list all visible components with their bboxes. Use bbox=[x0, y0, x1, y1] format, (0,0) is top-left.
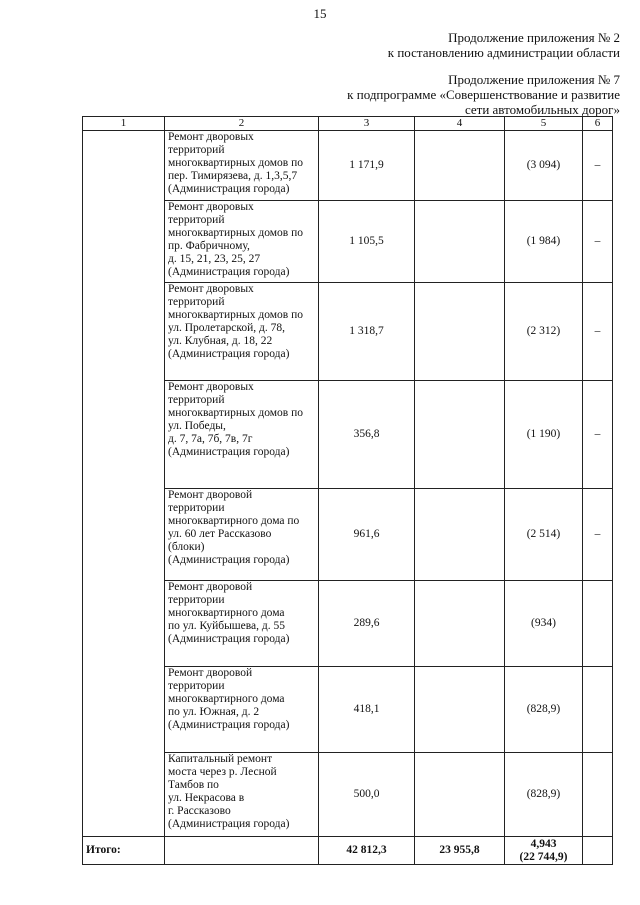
merged-empty-cell bbox=[83, 131, 165, 837]
header-appendix-2 bbox=[388, 30, 620, 60]
total-label: Итого: bbox=[83, 837, 165, 865]
row-description: Ремонт дворовой территории многоквартирного дома по ул. Южная, д. 2 (Администрация города) bbox=[165, 667, 319, 753]
total-row bbox=[83, 837, 613, 865]
row-col3: 418,1 bbox=[319, 667, 415, 753]
row-col4 bbox=[415, 581, 505, 667]
row-description: Ремонт дворовых территорий многоквартирных домов по пр. Фабричному, д. 15, 21, 23, 25, 27 (Администрация города) bbox=[165, 201, 319, 283]
row-description: Капитальный ремонт моста через р. Лесной Тамбов по ул. Некрасова в г. Рассказово (Администрация города) bbox=[165, 753, 319, 837]
row-col3: 1 105,5 bbox=[319, 201, 415, 283]
total-col6 bbox=[583, 837, 613, 865]
table-row bbox=[83, 131, 613, 201]
header-line: сети автомобильных дорог» bbox=[464, 102, 620, 117]
row-col3: 1 318,7 bbox=[319, 283, 415, 381]
column-number: 6 bbox=[583, 117, 613, 131]
header-appendix-7 bbox=[347, 72, 620, 117]
row-col4 bbox=[415, 381, 505, 489]
row-col6 bbox=[583, 667, 613, 753]
column-number: 1 bbox=[83, 117, 165, 131]
total-col4: 23 955,8 bbox=[415, 837, 505, 865]
row-description: Ремонт дворовой территории многоквартирного дома по ул. 60 лет Рассказово (блоки) (Администрация города) bbox=[165, 489, 319, 581]
row-col6: – bbox=[583, 131, 613, 201]
header-line: Продолжение приложения № 2 bbox=[448, 30, 620, 45]
row-col6: – bbox=[583, 489, 613, 581]
row-col4 bbox=[415, 753, 505, 837]
row-col6 bbox=[583, 753, 613, 837]
column-number: 2 bbox=[165, 117, 319, 131]
column-number: 3 bbox=[319, 117, 415, 131]
header-line: к постановлению администрации области bbox=[387, 45, 620, 60]
header-line: к подпрограмме «Совершенствование и развитие bbox=[347, 87, 620, 102]
row-col3: 1 171,9 bbox=[319, 131, 415, 201]
row-col5: (934) bbox=[505, 581, 583, 667]
row-col3: 500,0 bbox=[319, 753, 415, 837]
row-col5: (828,9) bbox=[505, 667, 583, 753]
column-number: 5 bbox=[505, 117, 583, 131]
row-col5: (2 514) bbox=[505, 489, 583, 581]
row-col3: 356,8 bbox=[319, 381, 415, 489]
column-number: 4 bbox=[415, 117, 505, 131]
row-description: Ремонт дворовых территорий многоквартирных домов по пер. Тимирязева, д. 1,3,5,7 (Администрация города) bbox=[165, 131, 319, 201]
row-col4 bbox=[415, 201, 505, 283]
row-col3: 289,6 bbox=[319, 581, 415, 667]
row-col4 bbox=[415, 489, 505, 581]
row-col5: (1 984) bbox=[505, 201, 583, 283]
row-col5: (2 312) bbox=[505, 283, 583, 381]
row-col4 bbox=[415, 283, 505, 381]
header-line: Продолжение приложения № 7 bbox=[448, 72, 620, 87]
total-col5-line2: (22 744,9) bbox=[519, 850, 568, 863]
row-col3: 961,6 bbox=[319, 489, 415, 581]
row-description: Ремонт дворовых территорий многоквартирных домов по ул. Победы, д. 7, 7а, 7б, 7в, 7г (Администрация города) bbox=[165, 381, 319, 489]
total-col3: 42 812,3 bbox=[319, 837, 415, 865]
row-col6: – bbox=[583, 381, 613, 489]
row-col5: (3 094) bbox=[505, 131, 583, 201]
page-number: 15 bbox=[313, 6, 327, 21]
total-col5 bbox=[505, 837, 583, 865]
row-col4 bbox=[415, 131, 505, 201]
row-col5: (1 190) bbox=[505, 381, 583, 489]
total-col5-line1: 4,943 bbox=[530, 837, 557, 850]
row-col6: – bbox=[583, 283, 613, 381]
row-description: Ремонт дворовых территорий многоквартирных домов по ул. Пролетарской, д. 78, ул. Клубная, д. 18, 22 (Администрация города) bbox=[165, 283, 319, 381]
row-col4 bbox=[415, 667, 505, 753]
total-empty-cell bbox=[165, 837, 319, 865]
column-number-row bbox=[83, 117, 613, 131]
row-description: Ремонт дворовой территории многоквартирного дома по ул. Куйбышева, д. 55 (Администрация города) bbox=[165, 581, 319, 667]
row-col5: (828,9) bbox=[505, 753, 583, 837]
appendix-table bbox=[82, 116, 613, 865]
row-col6 bbox=[583, 581, 613, 667]
row-col6: – bbox=[583, 201, 613, 283]
